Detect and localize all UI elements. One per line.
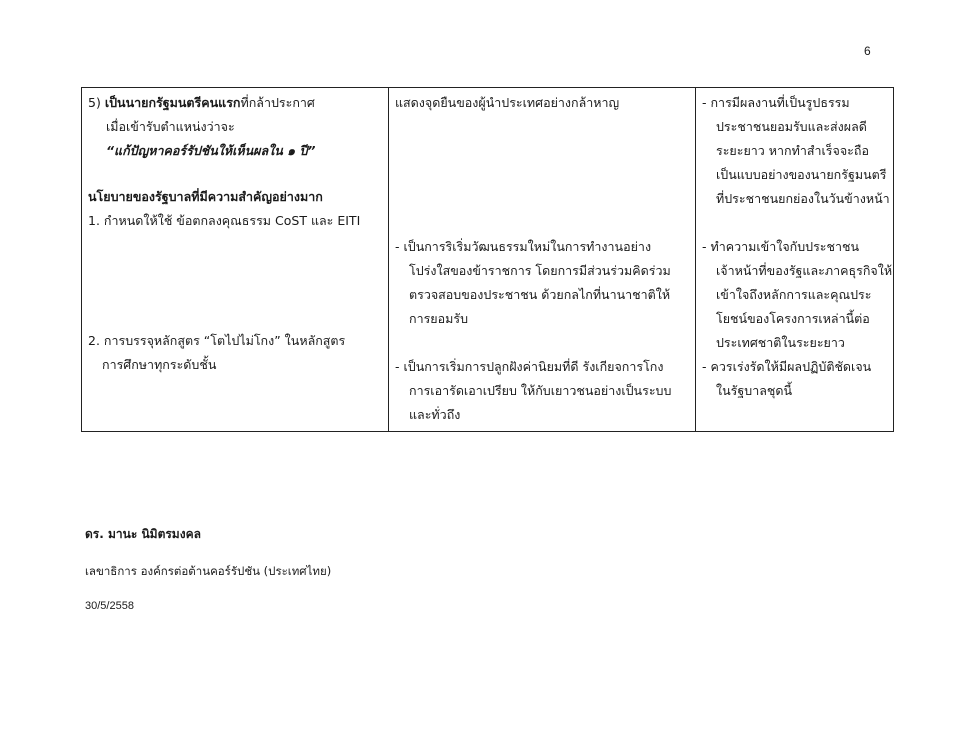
impact-row3-line2: การเอารัดเอาเปรียบ ให้กับเยาวชนอย่างเป็นระบบ: [409, 383, 672, 398]
signatory-name: ดร. มานะ นิมิตรมงคล: [85, 527, 201, 541]
claim-rest: ที่กล้าประกาศ: [240, 95, 315, 110]
rec-row3-line2: ในรัฐบาลชุดนี้: [716, 383, 793, 398]
rec-row1-line5: ที่ประชาชนยกย่องในวันข้างหน้า: [716, 191, 890, 206]
row1-line1: [88, 91, 382, 115]
impact-column-cell: [389, 88, 696, 432]
impact-row3-line3: และทั่วถึง: [409, 407, 461, 422]
pledge-quote: “แก้ปัญหาคอร์รัปชันให้เห็นผลใน ๑ ปี”: [106, 143, 316, 158]
policy-item-2-line2: การศึกษาทุกระดับชั้น: [102, 357, 217, 372]
rec-row1-line2: ประชาชนยอมรับและส่งผลดี: [716, 119, 867, 134]
impact-row2-line3: ตรวจสอบของประชาชน ด้วยกลไกที่นานาชาติให้: [409, 287, 671, 302]
item-number: 5): [88, 95, 105, 110]
recommendation-column-cell: [696, 88, 894, 432]
rec-row1-line4: เป็นแบบอย่างของนายกรัฐมนตรี: [716, 167, 887, 182]
signatory-title: เลขาธิการ องค์กรต่อต้านคอร์รัปชัน (ประเทศไทย): [85, 564, 332, 578]
document-date: 30/5/2558: [85, 600, 134, 612]
impact-row2-line4: การยอมรับ: [409, 311, 469, 326]
impact-row2-line2: โปร่งใสของข้าราชการ โดยการมีส่วนร่วมคิดร่วม: [409, 263, 671, 278]
table-row: [82, 88, 894, 432]
rec-row2-line3: เข้าใจถึงหลักการและคุณประ: [716, 287, 872, 302]
impact-row2-line1: - เป็นการริเริ่มวัฒนธรรมใหม่ในการทำงานอย่าง: [395, 239, 652, 254]
rec-row2-line4: โยชน์ของโครงการเหล่านี้ต่อ: [716, 311, 870, 326]
rec-row2-line1: - ทำความเข้าใจกับประชาชน: [702, 239, 860, 254]
rec-row1-line1: - การมีผลงานที่เป็นรูปธรรม: [702, 95, 850, 110]
bold-claim: เป็นนายกรัฐมนตรีคนแรก: [104, 95, 241, 110]
policy-table: [81, 87, 894, 432]
policy-heading: นโยบายของรัฐบาลที่มีความสำคัญอย่างมาก: [88, 189, 323, 204]
policy-item-2-line1: 2. การบรรจุหลักสูตร “โตไปไม่โกง” ในหลักสูตร: [88, 333, 346, 348]
impact-row3-line1: - เป็นการเริ่มการปลูกฝังค่านิยมที่ดี รังเกียจการโกง: [395, 359, 664, 374]
policy-column-cell: [82, 88, 389, 432]
rec-row2-line2: เจ้าหน้าที่ของรัฐและภาคธุรกิจให้: [716, 263, 893, 278]
policy-item-1: 1. กำหนดให้ใช้ ข้อตกลงคุณธรรม CoST และ EITI: [88, 213, 361, 228]
page-number: 6: [864, 44, 871, 58]
rec-row3-line1: - ควรเร่งรัดให้มีผลปฏิบัติชัดเจน: [702, 359, 872, 374]
rec-row1-line3: ระยะยาว หากทำสำเร็จจะถือ: [716, 143, 869, 158]
rec-row2-line5: ประเทศชาติในระยะยาว: [716, 335, 845, 350]
impact-row1: แสดงจุดยืนของผู้นำประเทศอย่างกล้าหาญ: [395, 95, 620, 110]
row1-line2: เมื่อเข้ารับตำแหน่งว่าจะ: [106, 119, 235, 134]
